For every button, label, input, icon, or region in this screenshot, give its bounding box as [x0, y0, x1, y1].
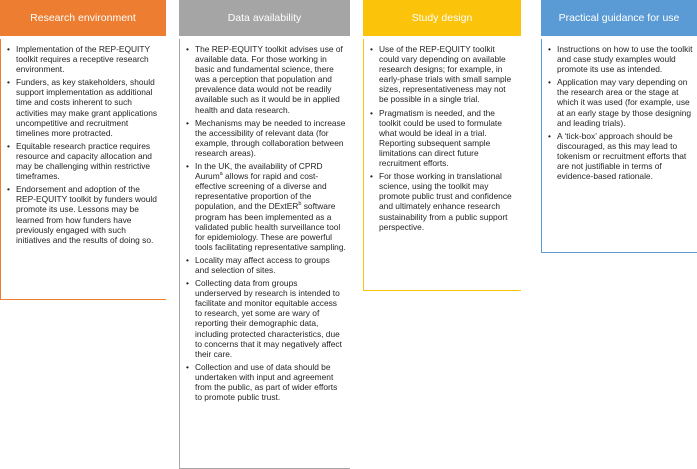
bullet-list: [7, 44, 162, 245]
header-data-availability: [179, 0, 350, 36]
header-practical-guidance: [541, 0, 697, 36]
bullet-item: • Use of the REP-EQUITY toolkit could vary depending on available research designs; for example, in early-phase trials with small sample sizes, representativeness may not be possible in a single trial.: [370, 44, 517, 105]
bullet-text: software program has been implemented as a validated public health surveillance tool for epidemiology. These are powerful tools facilitating representative sampling.: [195, 201, 346, 252]
column-study-design: [363, 0, 521, 232]
bullet-text: In the UK, the availability of CPRD Aurum: [195, 161, 323, 182]
header-title: Research environment: [30, 12, 136, 24]
footnote-marker: b: [298, 201, 302, 208]
bullet-item: • Funders, as key stakeholders, should support implementation as additional time and costs inherent to such activities may make grant applications uncompetitive and recruitment timelines more protracted.: [7, 77, 162, 138]
column-data-availability: [179, 0, 350, 403]
header-title: Practical guidance for use: [558, 12, 680, 24]
bullet-item: • Instructions on how to use the toolkit and case study examples would promote its use as intended.: [548, 44, 693, 74]
header-title: Study design: [411, 12, 473, 24]
bullet-text: allows for rapid and cost-effective screening of a diverse and representative proportion of the population, and the DExtER: [195, 171, 327, 212]
bullet-list: [186, 44, 346, 402]
bullet-item: • The REP-EQUITY toolkit advises use of available data. For those working in basic and fundamental science, there was a perception that population and prevalence data would not be readily available such as it would be in applied health and data research.: [186, 44, 346, 115]
bullet-item: • Collecting data from groups underserved by research is intended to facilitate and monitor equitable access to research, yet some are wary of reporting their demographic data, including protected characteristics, due to concerns that it may negatively affect their care.: [186, 278, 346, 359]
footnote-marker: a: [219, 171, 223, 178]
header-study-design: [363, 0, 521, 36]
bullet-item: • A ‘tick-box’ approach should be discouraged, as this may lead to tokenism or recruitment efforts that are not justifiable in terms of evidence-based rationale.: [548, 131, 693, 181]
panel-research-environment: [0, 39, 166, 300]
bullet-item: • For those working in translational science, using the toolkit may promote public trust and confidence and ultimately enhance research sustainability from a public support perspective.: [370, 171, 517, 232]
header-title: Data availability: [227, 12, 302, 24]
bullet-list: [548, 44, 693, 181]
column-practical-guidance: [541, 0, 697, 182]
bullet-list: [370, 44, 517, 232]
bullet-item: • Mechanisms may be needed to increase the accessibility of relevant data (for example, through collaboration between research areas).: [186, 118, 346, 158]
header-research-environment: [0, 0, 166, 36]
panel-data-availability: [179, 39, 350, 469]
bullet-item: • Equitable research practice requires resource and capacity allocation and may be challenging within restrictive timeframes.: [7, 141, 162, 181]
bullet-item: • Endorsement and adoption of the REP-EQUITY toolkit by funders would promote its use. Lessons may be learned from how funders have previously engaged with such initiatives and the results of doing so.: [7, 184, 162, 245]
bullet-item: [186, 161, 346, 252]
bullet-item: • Locality may affect access to groups and selection of sites.: [186, 255, 346, 275]
bullet-item: • Implementation of the REP-EQUITY toolkit requires a receptive research environment.: [7, 44, 162, 74]
panel-practical-guidance: [541, 39, 697, 253]
bullet-item: • Application may vary depending on the research area or the stage at which it was used (for example, use at an early stage by those designing and leading trials).: [548, 77, 693, 127]
panel-study-design: [363, 39, 521, 291]
column-research-environment: [0, 0, 166, 245]
bullet-item: • Collection and use of data should be undertaken with input and agreement from the public, as part of wider efforts to promote public trust.: [186, 362, 346, 402]
bullet-item: • Pragmatism is needed, and the toolkit could be used to formulate what would be ideal in a trial. Reporting subsequent sample limitations can direct future recruitment efforts.: [370, 108, 517, 169]
